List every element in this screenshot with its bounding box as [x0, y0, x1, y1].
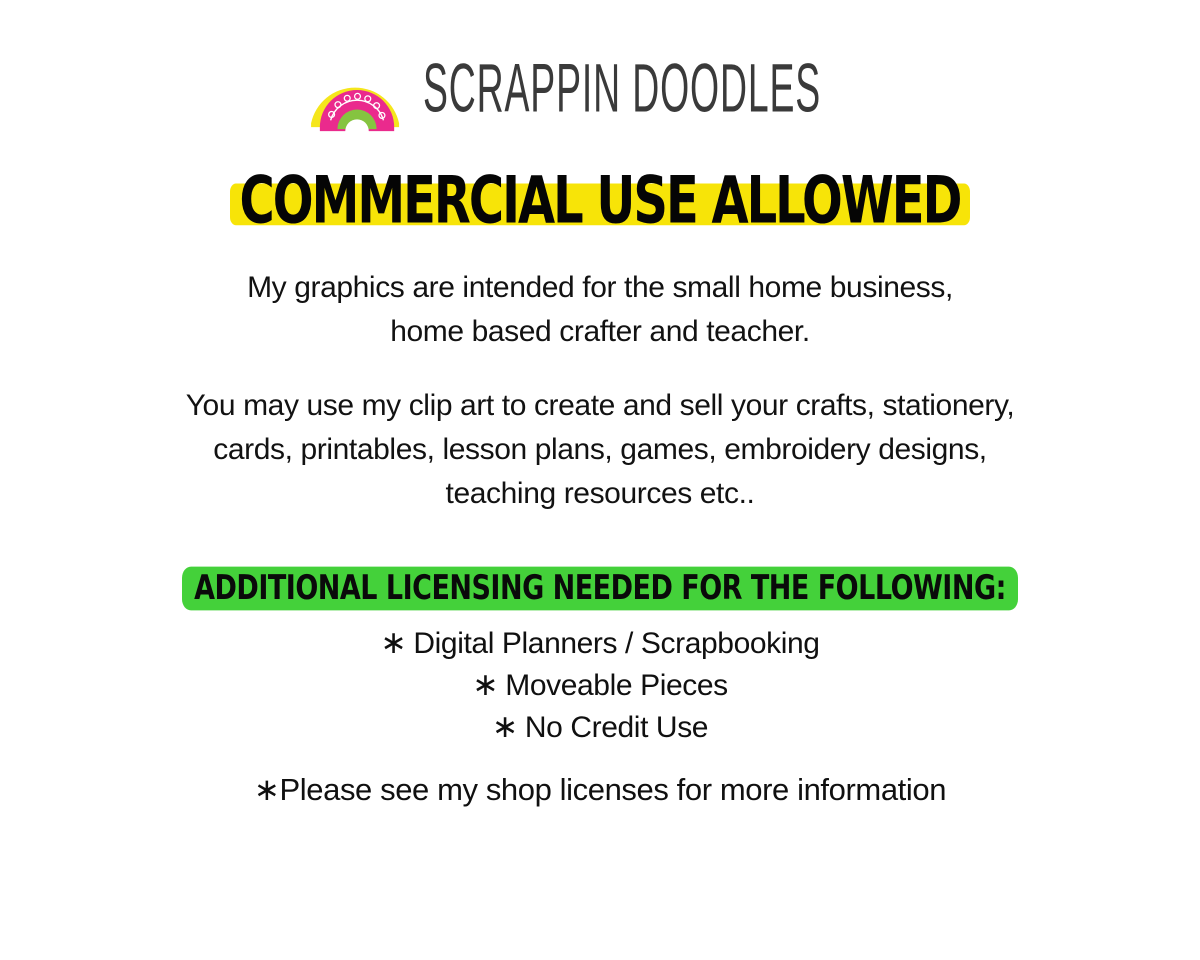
commercial-use-title-text: COMMERCIAL USE ALLOWED — [239, 163, 961, 239]
footer-note: ∗Please see my shop licenses for more information — [253, 772, 947, 807]
asterisk-icon: ∗ — [472, 666, 499, 702]
additional-licensing-title-text: ADDITIONAL LICENSING NEEDED FOR THE FOLLOWING: — [194, 568, 1006, 608]
rainbow-logo-icon — [309, 46, 407, 134]
brand-name: SCRAPPIN DOODLES — [422, 51, 821, 128]
list-item — [0, 664, 1200, 706]
usage-line-3: teaching resources etc.. — [445, 477, 755, 510]
intro-line-2: home based crafter and teacher. — [390, 315, 810, 348]
list-item-label: Digital Planners / Scrapbooking — [413, 627, 820, 660]
asterisk-icon: ∗ — [491, 708, 518, 744]
commercial-use-section — [0, 158, 1200, 244]
asterisk-icon: ∗ — [380, 624, 407, 660]
list-item — [0, 706, 1200, 748]
commercial-use-title — [240, 163, 961, 239]
intro-paragraph — [0, 266, 1200, 354]
list-item-label: No Credit Use — [524, 711, 709, 744]
usage-line-1: You may use my clip art to create and sell your crafts, stationery, — [185, 389, 1015, 422]
usage-paragraph — [0, 384, 1200, 516]
additional-licensing-section — [0, 562, 1200, 614]
additional-licensing-title — [194, 569, 1006, 608]
intro-line-1: My graphics are intended for the small home business, — [247, 271, 953, 304]
brand-header — [0, 40, 1200, 140]
list-item — [0, 622, 1200, 664]
usage-line-2: cards, printables, lesson plans, games, embroidery designs, — [213, 433, 987, 466]
licensing-list — [0, 622, 1200, 748]
list-item-label: Moveable Pieces — [505, 669, 728, 702]
